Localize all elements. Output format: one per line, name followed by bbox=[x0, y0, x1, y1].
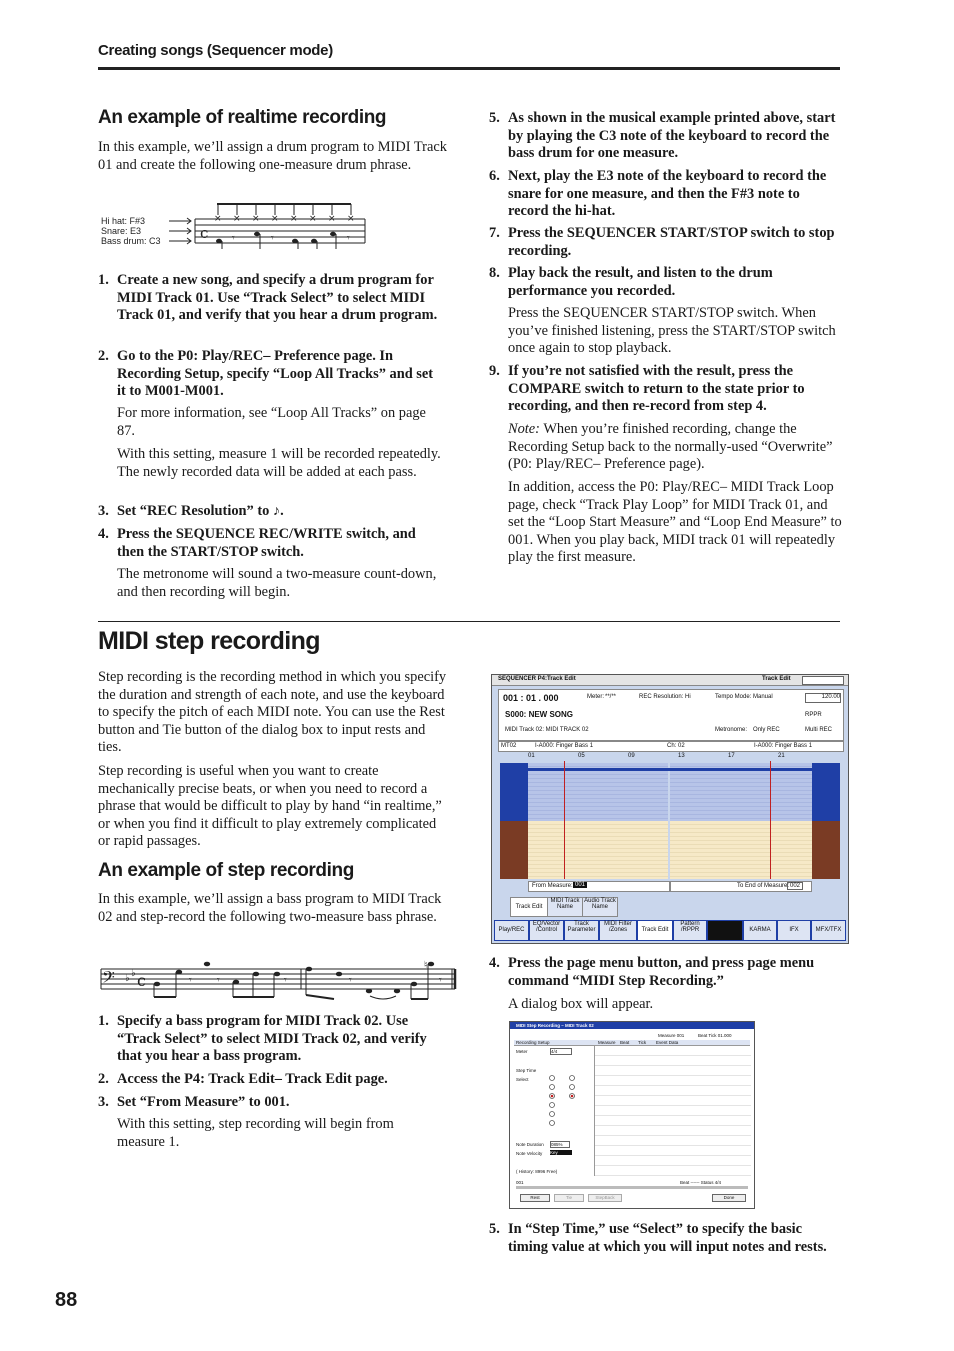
step-time-radio-group[interactable] bbox=[548, 1074, 588, 1130]
dialog-measure: Measure 001 bbox=[658, 1033, 685, 1038]
step-text: If you’re not satisfied with the result, press the COMPARE switch to return to the state prior to recording, and then re-record from step 4. bbox=[508, 363, 805, 415]
rt-step-4-note: The metronome will sound a two-measure count-down, and then recording will begin. bbox=[117, 566, 437, 600]
rt-step-3 bbox=[98, 503, 438, 521]
to-measure-value[interactable]: 002 bbox=[787, 882, 803, 890]
program-bar bbox=[498, 741, 844, 752]
svg-text:×: × bbox=[233, 214, 241, 224]
svg-text:𝄾: 𝄾 bbox=[284, 975, 287, 986]
svg-text:♭: ♭ bbox=[131, 968, 136, 979]
header-rule bbox=[98, 67, 840, 70]
track-edit-screenshot bbox=[491, 674, 849, 944]
page-menu-button[interactable] bbox=[802, 676, 844, 685]
step-text: Press the page menu button, and press page menu command “MIDI Step Recording.” bbox=[508, 955, 815, 989]
ruler-mark: 13 bbox=[678, 753, 685, 759]
program-left[interactable]: I-A000: Finger Bass 1 bbox=[535, 743, 594, 749]
drum-staff bbox=[99, 197, 369, 253]
running-header: Creating songs (Sequencer mode) bbox=[98, 42, 333, 59]
tab-play-rec[interactable]: Play/REC bbox=[495, 921, 528, 940]
note-velocity-label: Note Velocity bbox=[516, 1151, 543, 1156]
step-text: Next, play the E3 note of the keyboard to record the snare for one measure, and then the F#3 note to record the hi-hat. bbox=[508, 168, 827, 220]
song-info-panel bbox=[498, 689, 844, 741]
stepback-button[interactable]: StepBack bbox=[588, 1194, 622, 1202]
section-title: MIDI step recording bbox=[98, 627, 320, 655]
drum-score-figure bbox=[99, 197, 369, 253]
screen-mode: Track Edit bbox=[762, 676, 791, 682]
drum-label-hihat: Hi hat: F#3 bbox=[101, 216, 146, 226]
screen-title: SEQUENCER P4:Track Edit bbox=[498, 676, 576, 682]
rest-button[interactable]: Rest bbox=[520, 1194, 550, 1202]
track-strip-audio-right bbox=[812, 763, 840, 821]
tab-ifx[interactable]: IFX bbox=[778, 921, 810, 940]
history-readout: ( History: 8996 Free) bbox=[516, 1169, 558, 1174]
st-step-5 bbox=[489, 1221, 834, 1256]
svg-text:×: × bbox=[290, 214, 298, 224]
step-number: 7. bbox=[489, 225, 500, 241]
step-number: 3. bbox=[98, 503, 109, 519]
to-measure-label: To End of Measure: bbox=[737, 883, 790, 889]
svg-text:𝄾: 𝄾 bbox=[232, 233, 235, 244]
rt-step-9-note bbox=[508, 421, 838, 474]
metronome-label: Metronome: bbox=[715, 727, 748, 733]
rec-resolution-value[interactable]: Hi bbox=[685, 694, 691, 700]
tab-audio-track-name[interactable]: Audio Track Name bbox=[582, 897, 618, 917]
drum-label-bass: Bass drum: C3 bbox=[101, 236, 161, 246]
meter-field[interactable]: 4/4 bbox=[550, 1048, 572, 1055]
svg-text:𝄾: 𝄾 bbox=[349, 975, 352, 986]
st-step-4-note: A dialog box will appear. bbox=[508, 996, 654, 1012]
rt-step-5 bbox=[489, 110, 839, 163]
tempo-mode-value[interactable]: Manual bbox=[753, 694, 773, 700]
measure-ruler bbox=[500, 753, 840, 761]
col-beat: Beat bbox=[620, 1040, 630, 1045]
svg-text:𝄾: 𝄾 bbox=[439, 975, 442, 986]
svg-text:×: × bbox=[328, 214, 336, 224]
track-select[interactable]: MIDI Track 02: MIDI TRACK 02 bbox=[505, 727, 589, 733]
from-measure-marker bbox=[564, 761, 565, 879]
step-text: Go to the P0: Play/REC– Preference page. In Recording Setup, specify “Loop All Tracks” and set it to M001-M001. bbox=[117, 348, 434, 400]
ruler-mark: 09 bbox=[628, 753, 635, 759]
col-tick: Tick bbox=[638, 1040, 647, 1045]
svg-text:𝄾: 𝄾 bbox=[217, 975, 220, 986]
ruler-mark: 05 bbox=[578, 753, 585, 759]
section-rule bbox=[98, 621, 840, 622]
rt-step-9-addition: In addition, access the P0: Play/REC– MIDI Track Loop page, check “Track Play Loop” for MIDI Track 01, and set the “Loop Start Measure” and “Loop End Measure” to 001. When you play back, MIDI track 01 will repeatedly play the first measure. bbox=[508, 479, 842, 566]
tempo-mode-label: Tempo Mode: bbox=[715, 694, 752, 700]
step-example-intro: In this example, we’ll assign a bass program to MIDI Track 02 and step-record the following two-measure bass phrase. bbox=[98, 891, 442, 925]
multi-rec-checkbox[interactable]: Multi REC bbox=[805, 727, 833, 733]
section-para-1: Step recording is the recording method in which you specify the duration and strength of each note, and use the keyboard to specify the pitch of each MIDI note. You can use the Rest button and Tie button of the dialog box to input rests and ties. bbox=[98, 669, 447, 756]
tab-track-parameter[interactable]: Track Parameter bbox=[565, 921, 598, 940]
tab-midi-filter[interactable]: MIDI Filter /Zones bbox=[600, 921, 636, 940]
step-text: Create a new song, and specify a drum program for MIDI Track 01. Use “Track Select” to select MIDI Track 01, and verify that you hear a drum program. bbox=[117, 272, 438, 324]
tab-blank bbox=[708, 921, 742, 940]
location-readout[interactable]: 001 : 01 . 000 bbox=[503, 693, 559, 703]
svg-text:𝄾: 𝄾 bbox=[271, 233, 274, 244]
page-number: 88 bbox=[55, 1289, 78, 1311]
rt-step-2-note-a: For more information, see “Loop All Tracks” on page 87. bbox=[117, 405, 426, 439]
step-time-label: Step Time bbox=[516, 1068, 537, 1073]
audio-lanes-area-1[interactable] bbox=[528, 763, 668, 821]
step-recording-dialog bbox=[509, 1021, 755, 1209]
col-measure: Measure bbox=[598, 1040, 616, 1045]
rt-step-2-note-b: With this setting, measure 1 will be recorded repeatedly. The newly recorded data will be added at each pass. bbox=[117, 446, 441, 480]
screen-titlebar bbox=[492, 675, 848, 686]
done-button[interactable]: Done bbox=[712, 1194, 746, 1202]
status-beat: Beat ------ Status 4/4 bbox=[680, 1180, 722, 1185]
tab-karma[interactable]: KARMA bbox=[744, 921, 776, 940]
rt-step-9 bbox=[489, 363, 839, 416]
realtime-intro: In this example, we’ll assign a drum program to MIDI Track 01 and create the following one-measure drum phrase. bbox=[98, 139, 447, 173]
svg-text:♭: ♭ bbox=[125, 973, 130, 984]
col-event-data: Event Data bbox=[656, 1040, 679, 1045]
step-text: In “Step Time,” use “Select” to specify the basic timing value at which you will input notes and rests. bbox=[508, 1221, 827, 1255]
step-number: 2. bbox=[98, 348, 109, 364]
svg-text:c: c bbox=[137, 971, 146, 990]
program-right[interactable]: I-A000: Finger Bass 1 bbox=[754, 743, 813, 749]
meter-value[interactable]: **/** bbox=[605, 694, 617, 700]
page-tabs-bar bbox=[494, 920, 846, 941]
step-text: Specify a bass program for MIDI Track 02. Use “Track Select” to select MIDI Track 02, and verify that you hear a bass program. bbox=[117, 1013, 427, 1065]
step-number: 5. bbox=[489, 1221, 500, 1237]
ruler-mark: 17 bbox=[728, 753, 735, 759]
note-duration-label: Note Duration bbox=[516, 1142, 544, 1147]
tie-button[interactable]: Tie bbox=[554, 1194, 584, 1202]
rppr-checkbox[interactable]: RPPR bbox=[805, 712, 822, 718]
step-number: 4. bbox=[489, 955, 500, 971]
rt-step-2 bbox=[98, 348, 438, 401]
midi-lanes-area-1[interactable] bbox=[528, 821, 668, 879]
st-step-1 bbox=[98, 1013, 443, 1066]
dialog-titlebar bbox=[510, 1022, 754, 1029]
rt-step-8-note: Press the SEQUENCER START/STOP switch. When you’ve finished listening, press the START/STOP switch once again to stop playback. bbox=[508, 305, 836, 357]
audio-lanes-area-2[interactable] bbox=[670, 763, 812, 821]
rt-step-4 bbox=[98, 526, 438, 561]
col-recording-setup: Recording Setup bbox=[516, 1040, 550, 1045]
step-text: Play back the result, and listen to the drum performance you recorded. bbox=[508, 265, 773, 299]
svg-text:×: × bbox=[271, 214, 279, 224]
svg-text:×: × bbox=[347, 214, 355, 224]
step-text: Set “From Measure” to 001. bbox=[117, 1094, 290, 1110]
midi-lanes-area-2[interactable] bbox=[670, 821, 812, 879]
drum-label-snare: Snare: E3 bbox=[101, 226, 142, 236]
bass-score-figure bbox=[99, 955, 457, 1003]
step-number: 1. bbox=[98, 272, 109, 288]
step-text: Press the SEQUENCE REC/WRITE switch, and then the START/STOP switch. bbox=[117, 526, 416, 560]
event-list[interactable] bbox=[594, 1046, 751, 1176]
step-number: 6. bbox=[489, 168, 500, 184]
rt-step-6 bbox=[489, 168, 841, 221]
status-measure: 001 bbox=[516, 1180, 524, 1185]
rt-step-1 bbox=[98, 272, 438, 325]
note-duration-field[interactable]: 085% bbox=[550, 1141, 570, 1148]
channel-label: Ch: 02 bbox=[667, 743, 685, 749]
rt-step-7 bbox=[489, 225, 839, 260]
svg-text:𝄾: 𝄾 bbox=[189, 975, 192, 986]
tab-midi-track-name[interactable]: MIDI Track Name bbox=[547, 897, 583, 917]
to-measure-field[interactable] bbox=[670, 881, 812, 892]
note-velocity-field[interactable]: Key bbox=[550, 1150, 572, 1155]
meter-label: Meter bbox=[516, 1049, 528, 1054]
from-measure-field[interactable] bbox=[528, 881, 670, 892]
ruler-mark: 21 bbox=[778, 753, 785, 759]
svg-text:×: × bbox=[214, 214, 222, 224]
step-example-heading: An example of step recording bbox=[98, 860, 354, 881]
tab-track-edit[interactable]: Track Edit bbox=[638, 921, 672, 940]
tab-mfx-tfx[interactable]: MFX/TFX bbox=[812, 921, 845, 940]
metronome-value[interactable]: Only REC bbox=[753, 727, 780, 733]
track-strip-midi-right bbox=[812, 821, 840, 879]
st-step-2 bbox=[98, 1071, 443, 1089]
tab-eq-vector[interactable]: EQ/Vector /Control bbox=[530, 921, 563, 940]
step-number: 5. bbox=[489, 110, 500, 126]
step-number: 2. bbox=[98, 1071, 109, 1087]
svg-text:𝄾: 𝄾 bbox=[347, 233, 350, 244]
rt-step-8 bbox=[489, 265, 839, 300]
step-text: Access the P4: Track Edit– Track Edit page. bbox=[117, 1071, 388, 1087]
st-step-3 bbox=[98, 1094, 443, 1112]
from-measure-label: From Measure: bbox=[532, 883, 573, 889]
section-para-2: Step recording is useful when you want to create mechanically precise beats, or when you need to record a phrase that would be difficult to play by hand “in realtime,” or when you find it difficult to play extremely complicated or rapid passages. bbox=[98, 763, 442, 850]
ruler-mark: 01 bbox=[528, 753, 535, 759]
dialog-beat-tick: Beat Tick 01.000 bbox=[698, 1033, 732, 1038]
st-step-3-note: With this setting, step recording will begin from measure 1. bbox=[117, 1116, 394, 1150]
dialog-scrollbar[interactable] bbox=[516, 1186, 748, 1189]
track-strip-midi-left bbox=[500, 821, 528, 879]
svg-text:×: × bbox=[309, 214, 317, 224]
dialog-title: MIDI Step Recording – MIDI Track 02 bbox=[516, 1023, 594, 1028]
svg-text:×: × bbox=[252, 214, 260, 224]
svg-text:c: c bbox=[200, 224, 209, 242]
note-text: When you’re finished recording, change the Recording Setup back to the normally-used “Overwrite” (P0: Play/REC– Preference page). bbox=[508, 421, 833, 473]
track-strip-audio-left bbox=[500, 763, 528, 821]
note-label: Note: bbox=[508, 421, 540, 437]
track-label: MT02 bbox=[501, 743, 517, 749]
tempo-value[interactable]: 120.00 bbox=[805, 693, 841, 703]
st-step-4 bbox=[489, 955, 841, 990]
to-measure-marker bbox=[770, 761, 771, 879]
step-number: 9. bbox=[489, 363, 500, 379]
select-label: Select bbox=[516, 1077, 529, 1082]
step-number: 3. bbox=[98, 1094, 109, 1110]
step-text: As shown in the musical example printed above, start by playing the C3 note of the keyboard to record the bass drum for one measure. bbox=[508, 110, 836, 162]
from-measure-value[interactable]: 001 bbox=[575, 882, 586, 888]
realtime-heading: An example of realtime recording bbox=[98, 107, 387, 128]
meter-label: Meter: bbox=[587, 694, 605, 700]
step-number: 4. bbox=[98, 526, 109, 542]
step-text: Set “REC Resolution” to ♪. bbox=[117, 503, 284, 519]
step-number: 1. bbox=[98, 1013, 109, 1029]
tab-track-edit-upper[interactable]: Track Edit bbox=[510, 897, 548, 917]
step-text: Press the SEQUENCER START/STOP switch to stop recording. bbox=[508, 225, 835, 259]
svg-text:𝄢: 𝄢 bbox=[102, 967, 115, 991]
tab-pattern-rppr[interactable]: Pattern /RPPR bbox=[674, 921, 706, 940]
svg-text:♮: ♮ bbox=[424, 960, 428, 971]
rec-resolution-label: REC Resolution: bbox=[639, 694, 684, 700]
step-number: 8. bbox=[489, 265, 500, 281]
song-name[interactable]: S000: NEW SONG bbox=[505, 710, 574, 719]
